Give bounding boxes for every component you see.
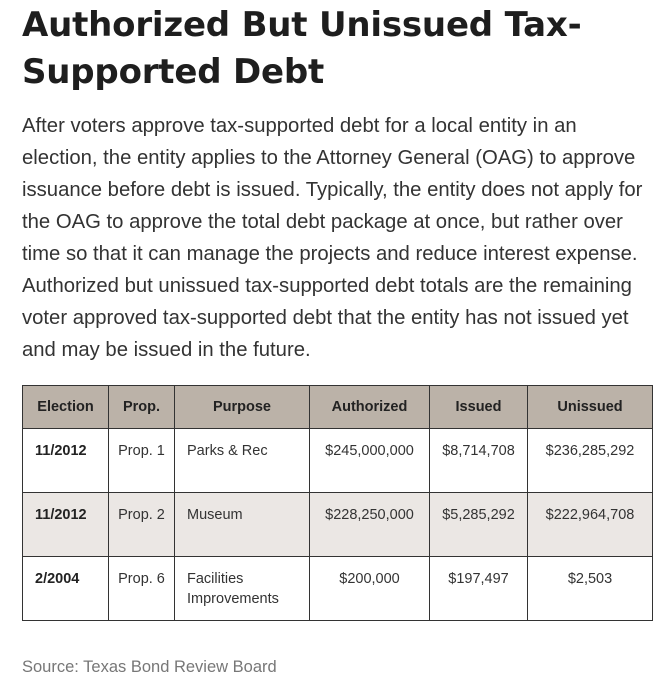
cell-issued: $197,497 (430, 557, 528, 621)
cell-election: 11/2012 (23, 429, 109, 493)
cell-election: 2/2004 (23, 557, 109, 621)
table-header-row (23, 386, 653, 429)
table-row (23, 557, 653, 621)
cell-prop: Prop. 2 (109, 493, 175, 557)
cell-election: 11/2012 (23, 493, 109, 557)
cell-issued: $5,285,292 (430, 493, 528, 557)
debt-table (22, 385, 653, 621)
header-issued: Issued (430, 386, 528, 429)
source-note: Source: Texas Bond Review Board (22, 658, 277, 676)
table-row (23, 429, 653, 493)
cell-purpose: Facilities Improvements (175, 557, 310, 621)
cell-unissued: $2,503 (528, 557, 653, 621)
header-prop: Prop. (109, 386, 175, 429)
cell-prop: Prop. 6 (109, 557, 175, 621)
cell-purpose: Museum (175, 493, 310, 557)
table-row (23, 493, 653, 557)
header-unissued: Unissued (528, 386, 653, 429)
cell-issued: $8,714,708 (430, 429, 528, 493)
cell-authorized: $200,000 (310, 557, 430, 621)
cell-unissued: $222,964,708 (528, 493, 653, 557)
page-title: Authorized But Unissued Tax-Supported Debt (22, 5, 582, 92)
cell-prop: Prop. 1 (109, 429, 175, 493)
cell-unissued: $236,285,292 (528, 429, 653, 493)
cell-authorized: $228,250,000 (310, 493, 430, 557)
header-purpose: Purpose (175, 386, 310, 429)
cell-authorized: $245,000,000 (310, 429, 430, 493)
header-election: Election (23, 386, 109, 429)
intro-paragraph: After voters approve tax-supported debt for a local entity in an election, the entity applies to the Attorney General (OAG) to approve issuance before debt is issued. Typically, the entity does not apply for the OAG to approve the total debt package at once, but rather over time so that it can manage the projects and reduce interest expense. Authorized but unissued tax-supported debt totals are the remaining voter approved tax-supported debt that the entity has not issued yet and may be issued in the future. (22, 115, 643, 361)
header-authorized: Authorized (310, 386, 430, 429)
cell-purpose: Parks & Rec (175, 429, 310, 493)
